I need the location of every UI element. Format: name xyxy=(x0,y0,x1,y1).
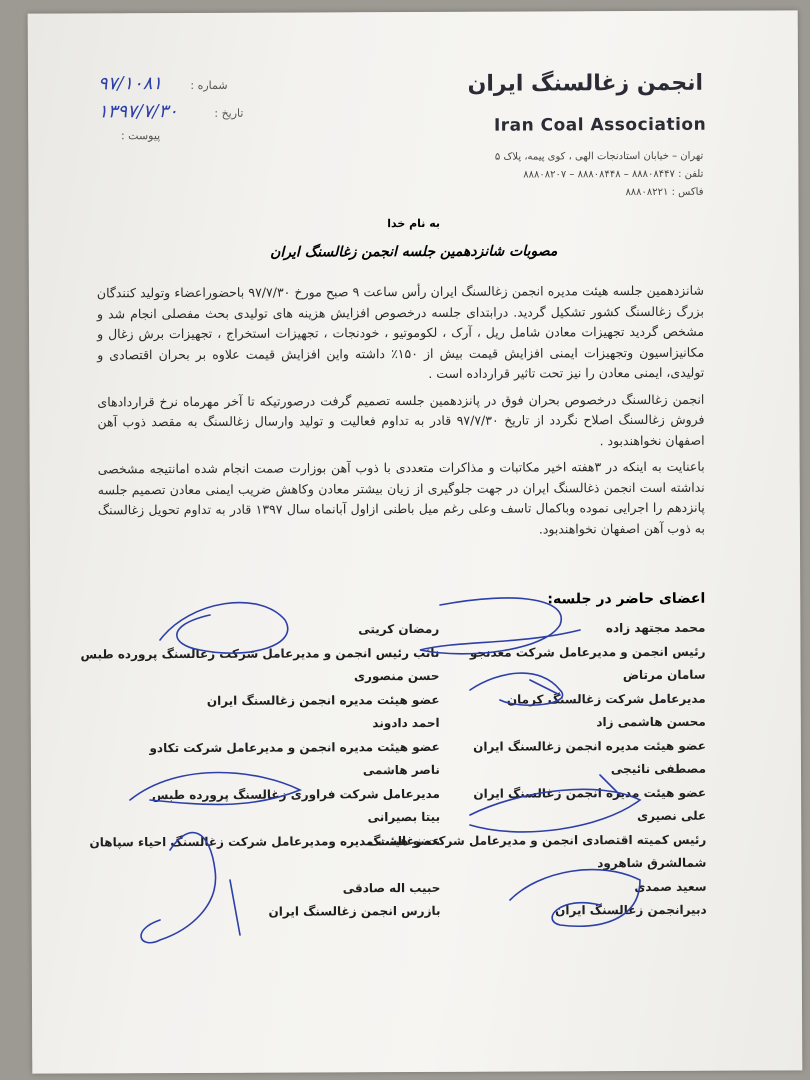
right-line-1: محمد مجتهد زاده xyxy=(605,620,706,636)
letterhead-address: تهران – خیابان استادنجات الهی ، کوی پیمه، پلاک ۵ xyxy=(494,150,704,163)
right-line-8: عضو هیئت مدیره انجمن زغالسنگ ایران xyxy=(473,785,707,801)
association-logo-english: Iran Coal Association xyxy=(493,114,707,136)
right-line-10: رئیس کمیته اقتصادی انجمن و مدیرعامل شرکت زغالسنگ xyxy=(368,832,707,848)
letterhead-phone: تلفن : ۸۸۸۰۸۴۴۷ – ۸۸۸۰۸۴۴۸ – ۸۸۸۰۸۲۰۷ xyxy=(523,168,704,181)
document-page xyxy=(28,10,803,1073)
left-line-1: رمضان کریتی xyxy=(358,621,440,637)
left-line-8: مدیرعامل شرکت فراوری زغالسنگ پرورده طبس xyxy=(151,786,441,802)
left-line-3: حسن منصوری xyxy=(354,668,440,684)
letterhead-fax: فاکس : ۸۸۸۰۸۲۲۱ xyxy=(625,186,704,199)
left-line-4: عضو هیئت مدیره انجمن زغالسنگ ایران xyxy=(206,692,440,708)
left-line-10: عضو هیئت مدیره ومدیرعامل شرکت زغالسنگ احیاء سپاهان xyxy=(89,833,441,849)
left-line-2: نائب رئیس انجمن و مدیرعامل شرکت زغالسنگ پرورده طبس xyxy=(80,645,440,661)
right-line-6: عضو هیئت مدیره انجمن زغالسنگ ایران xyxy=(473,738,706,754)
right-line-9: علی نصیری xyxy=(637,808,707,824)
left-line-5: احمد دادوند xyxy=(372,715,440,731)
paragraph-3: باعنایت به اینکه در ۳هفته اخیر مکاتبات و مذاکرات متعددی با ذوب آهن بوزارت صمت انجام شده امانتیجه مشخصی نداشته است انجمن ذغالسنگ ایران در جهت جلوگیری از زیان بیشتر معادن وکاهش ضریب ایمنی معادن تصمیم جلسه پانزدهم را اجرایی نموده وباکمال تاسف وعلی رغم میل باطنی ازاول آبانماه سال ۱۳۹۷ قادر به تداوم تحویل زغالسنگ به ذوب آهن اصفهان نخواهندبود. xyxy=(97,458,705,536)
meta-date-row xyxy=(98,101,243,123)
right-line-13: دبیرانجمن زغالسنگ ایران xyxy=(555,902,707,918)
meta-attachment-row xyxy=(98,129,160,142)
left-line-6: عضو هیئت مدیره انجمن و مدیرعامل شرکت تکادو xyxy=(149,739,440,755)
right-line-5: محسن هاشمی زاد xyxy=(596,714,706,730)
paragraph-1: شانزدهمین جلسه هیئت مدیره انجمن زغالسنگ ایران رأس ساعت ۹ صبح مورخ ۹۷/۷/۳۰ باحضوراعضاء وتولید کنندگان بزرگ زغالسنگ کشور تشکیل گردید. درابتدای جلسه درخصوص افزایش هزینه های تولیدی بحث مفصلی انجام شد و مشخص گردید تجهیزات معادن شامل ریل ، آرک ، لکوموتیو ، خودنجات ، تجهیزات استخراج ، تجهیزات برش زغال و مکانیزاسیون وتجهیزات ایمنی افزایش قیمت بیش از ۱۵۰٪ داشته واین افزایش قیمت علاوه بر بحران اقتصادی و تولیدی، ایمنی معادن را نیز تحت تاثیر قرارداده است . xyxy=(96,282,705,381)
number-label: شماره : xyxy=(190,78,228,92)
bismillah: به نام خدا xyxy=(387,216,441,231)
attendees-heading: اعضای حاضر در جلسه: xyxy=(547,590,706,608)
left-line-9: بیتا بصیرانی xyxy=(367,809,441,825)
left-line-13: بازرس انجمن زغالسنگ ایران xyxy=(268,903,441,919)
right-line-12: سعید صمدی xyxy=(634,879,707,894)
attachment-label: پیوست : xyxy=(120,129,161,143)
date-label: تاریخ : xyxy=(214,106,244,120)
right-line-11: شمالشرق شاهرود xyxy=(597,855,707,871)
date-value: ۱۳۹۷/۷/۳۰ xyxy=(98,101,178,123)
attendees-left-column xyxy=(80,618,440,925)
document-body xyxy=(97,281,705,548)
association-logo-persian: انجمن زغالسنگ ایران xyxy=(467,70,704,97)
left-line-12: حبیب اله صادقی xyxy=(342,880,441,895)
left-line-11 xyxy=(81,853,440,878)
right-line-2: رئیس انجمن و مدیرعامل شرکت معدنجو xyxy=(469,644,706,660)
left-line-7: ناصر هاشمی xyxy=(362,762,440,778)
paragraph-2: انجمن زغالسنگ درخصوص بحران فوق در پانزدهمین جلسه تصمیم گرفت درصورتیکه تا آخر مهرماه نرخ قراردادهای فروش زغالسنگ اصلاح نگردد از تاریخ ۹۷/۷/۳۰ قادر به تداوم فعالیت و تولید وارسال زغالسنگ به مقصد ذوب آهن اصفهان نخواهندبود . xyxy=(97,391,705,448)
number-value: ۹۷/۱۰۸۱ xyxy=(97,73,163,95)
document-title: مصوبات شانزدهمین جلسه انجمن زغالسنگ ایران xyxy=(270,243,558,261)
right-line-3: سامان مرتاض xyxy=(622,667,706,683)
right-line-7: مصطفی نائیجی xyxy=(610,761,707,777)
right-line-4: مدیرعامل شرکت زغالسنگ کرمان xyxy=(506,691,706,707)
meta-number-row xyxy=(98,73,228,95)
